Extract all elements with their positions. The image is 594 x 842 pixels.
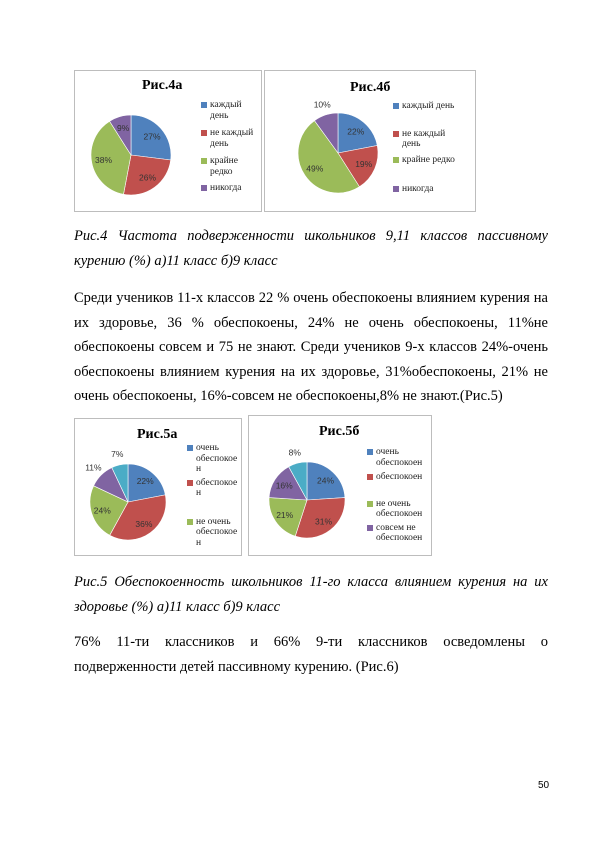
legend-item: [367, 447, 433, 468]
data-label: 11%: [85, 462, 102, 473]
legend-swatch: [367, 525, 373, 531]
legend-label: обеспокоен: [376, 472, 423, 482]
legend-item: [393, 155, 475, 166]
legend-item: [187, 517, 243, 549]
legend-swatch: [201, 158, 207, 164]
legend-swatch: [393, 103, 399, 109]
legend-item: [367, 523, 433, 544]
legend-label: каждый день: [210, 100, 242, 121]
legend-label: обеспокое н: [196, 477, 238, 498]
data-label: 36%: [135, 518, 153, 529]
legend-label: каждый день: [402, 101, 455, 111]
legend-swatch: [367, 449, 373, 455]
legend-swatch: [393, 186, 399, 192]
figure-4-caption: Рис.4 Частота подверженности школьников 9,11 классов пассивному курению (%) а)11 класс б)9 класс: [74, 228, 548, 269]
legend-item: [367, 472, 433, 483]
paragraph-2: 76% 11-ти классников и 66% 9-ти классников осведомлены о подверженности детей пассивному курению. (Рис.6): [74, 634, 548, 675]
legend-label: не каждый день: [210, 128, 254, 149]
legend-label: очень обеспокое н: [196, 443, 238, 474]
legend-item: [393, 184, 475, 195]
chart-title: Рис.5а: [137, 427, 178, 442]
data-label: 9%: [117, 123, 130, 134]
legend-label: никогда: [402, 184, 434, 194]
chart-5a: [74, 418, 242, 556]
legend-label: очень обеспокоен: [376, 447, 423, 468]
legend-swatch: [187, 519, 193, 525]
legend-swatch: [201, 130, 207, 136]
legend-item: [187, 478, 243, 499]
legend-swatch: [367, 501, 373, 507]
chart-4a: [74, 70, 262, 212]
chart-4b: [264, 70, 476, 212]
chart-title: Рис.5б: [319, 424, 360, 439]
legend: [187, 443, 243, 566]
data-label: 26%: [138, 172, 157, 183]
legend-label: совсем не обеспокоен: [376, 522, 423, 543]
legend-swatch: [367, 474, 373, 480]
data-label: 7%: [111, 449, 124, 460]
chart-5b: [248, 415, 432, 556]
legend-item: [367, 499, 433, 520]
legend-item: [201, 156, 261, 177]
data-label: 38%: [94, 155, 113, 166]
legend: [367, 447, 433, 547]
paragraph-1: Среди учеников 11-х классов 22 % очень обеспокоены влиянием курения на их здоровье, 36 % обеспокоены, 24% не очень обеспокоены, 11%не обеспокоены совсем и 75 не знают. Среди учеников 9-х классов 24%-очень обеспокоены влиянием курения на их здоровье, 31%обеспокоены, 21% не очень обеспокоены, 16%-совсем не обеспокоены,8% не знают.(Рис.5): [74, 290, 548, 404]
legend-swatch: [393, 131, 399, 137]
legend-label: не каждый день: [402, 128, 446, 149]
legend-swatch: [201, 102, 207, 108]
legend-label: крайне редко: [210, 156, 238, 177]
figure-5-caption: Рис.5 Обеспокоенность школьников 11-го класса влиянием курения на их здоровье (%) а)11 класс б)9 класс: [74, 574, 548, 615]
data-label: 27%: [143, 131, 161, 142]
legend-label: не очень обеспокоен: [376, 498, 423, 519]
legend-swatch: [187, 445, 193, 451]
data-label: 22%: [136, 476, 154, 487]
legend-item: [393, 129, 475, 150]
legend-item: [201, 100, 261, 121]
chart-title: Рис.4а: [142, 78, 183, 93]
data-label: 22%: [347, 126, 365, 137]
legend: [393, 101, 475, 214]
legend-swatch: [187, 480, 193, 486]
data-label: 19%: [355, 159, 373, 170]
data-label: 8%: [288, 447, 301, 458]
data-label: 16%: [275, 480, 293, 491]
legend-label: крайне редко: [402, 154, 455, 165]
page-number: 50: [538, 780, 550, 791]
legend-item: [393, 101, 475, 112]
legend: [201, 100, 261, 201]
legend-label: не очень обеспокое н: [196, 516, 238, 548]
legend-swatch: [201, 185, 207, 191]
legend-item: [201, 128, 261, 149]
data-label: 49%: [306, 163, 324, 174]
data-label: 10%: [313, 99, 331, 110]
data-label: 24%: [93, 505, 111, 516]
legend-label: никогда: [210, 183, 242, 193]
legend-item: [201, 183, 261, 194]
data-label: 31%: [314, 516, 333, 527]
legend-swatch: [393, 157, 399, 163]
data-label: 24%: [316, 475, 335, 486]
chart-title: Рис.4б: [350, 80, 391, 95]
legend-item: [187, 443, 243, 475]
data-label: 21%: [276, 510, 294, 521]
